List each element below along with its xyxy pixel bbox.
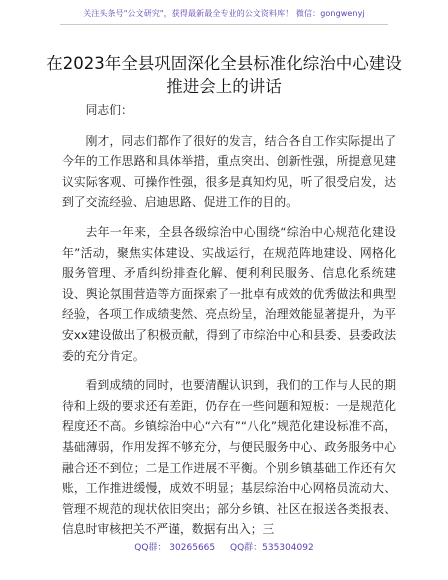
header-divider xyxy=(60,24,388,25)
salutation: 同志们： xyxy=(85,103,133,117)
document-title: 在2023年全县巩固深化全县标准化综治中心建设推进会上的讲话 xyxy=(46,54,402,96)
paragraph-1: 刚才，同志们都作了很好的发言，结合各自工作实际提出了今年的工作思路和具体举措，重点突出、创新性强，所提意见建议实际客观、可操作性强，很多是真知灼见，听了很受启发，达到了交流经验、启迪思路、促进工作的目的。 xyxy=(62,133,396,210)
document-body xyxy=(62,100,396,549)
paragraph-3: 看到成绩的同时，也要清醒认识到，我们的工作与人民的期待和上级的要求还有差距，仍存在一些问题和短板：一是规范化程度还不高。乡镇综治中心“六有”“八化”规范化建设标准不高，基础薄弱，作用发挥不够充分，与便民服务中心、政务服务中心融合还不到位；二是工作进展不平衡。个别乡镇基础工作还有欠账，工作推进缓慢，成效不明显；基层综治中心网格员流动大、管理不规范的现状依旧突出；部分乡镇、社区在报送各类报表、信息时审核把关不严谨，数据有出入；三 xyxy=(62,378,396,537)
paragraph-2: 去年一年来，全县各级综治中心围绕“综治中心规范化建设年”活动，聚焦实体建设、实战运行，在规范阵地建设、网格化服务管理、矛盾纠纷排查化解、便利利民服务、信息化系统建设、舆论氛围营造等方面探索了一批卓有成效的优秀做法和典型经验，各项工作成绩斐然、亮点纷呈，治理效能显著提升，为平安xx建设做出了积极贡献，得到了市综治中心和县委、县委政法委的充分肯定。 xyxy=(62,224,396,363)
footer-qq-group-2: QQ群：535304092 xyxy=(230,543,314,553)
footer xyxy=(0,540,448,553)
header-banner: 关注头条号"公文研究"，获得最新最全专业的公文资料库！ 微信：gongwenyj xyxy=(83,9,365,18)
footer-qq-group-1: QQ群： 30265665 xyxy=(134,543,216,553)
